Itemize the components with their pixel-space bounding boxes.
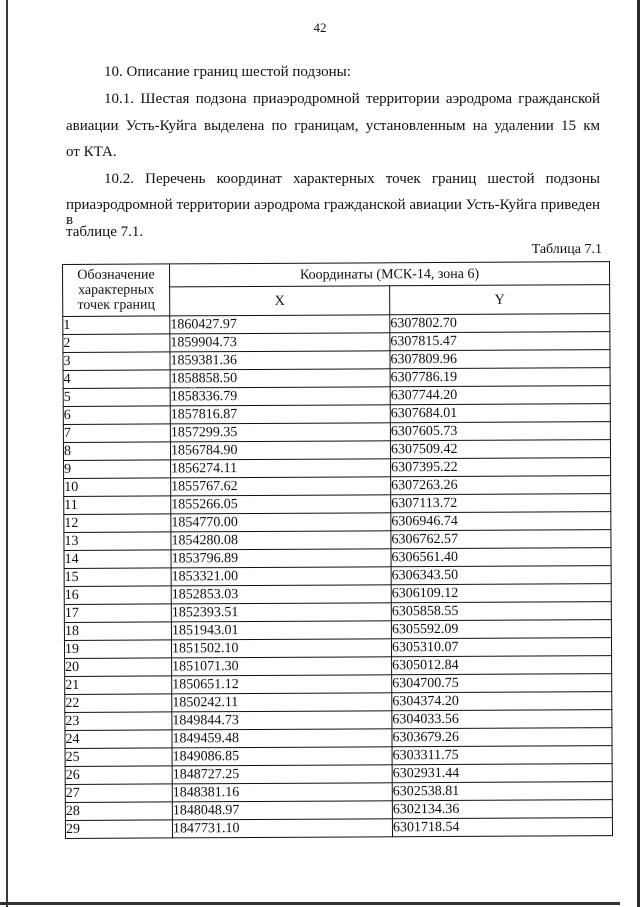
point-number-cell: 8 <box>63 442 170 461</box>
point-number-cell: 12 <box>64 514 171 533</box>
y-coordinate-cell: 6306762.57 <box>391 530 611 549</box>
x-coordinate-cell: 1851071.30 <box>172 657 392 676</box>
point-number-cell: 3 <box>63 352 170 371</box>
point-number-cell: 18 <box>64 622 171 641</box>
y-coordinate-cell: 6307815.47 <box>390 332 610 351</box>
y-coordinate-cell: 6302931.44 <box>392 764 612 783</box>
y-coordinate-cell: 6307395.22 <box>391 458 611 477</box>
point-number-cell: 6 <box>63 406 170 425</box>
point-number-cell: 29 <box>65 820 172 839</box>
y-coordinate-cell: 6306109.12 <box>391 584 611 603</box>
para1-line2: авиации Усть-Куйга выделена по границам, установленным на удалении 15 км <box>66 118 600 134</box>
y-coordinate-cell: 6307802.70 <box>390 314 610 333</box>
x-coordinate-cell: 1848048.97 <box>172 801 392 820</box>
x-coordinate-cell: 1859904.73 <box>170 333 390 352</box>
y-coordinate-cell: 6306946.74 <box>391 512 611 531</box>
y-coordinate-cell: 6307605.73 <box>390 422 610 441</box>
x-coordinate-cell: 1856274.11 <box>171 459 391 478</box>
y-coordinate-cell: 6305592.09 <box>391 620 611 639</box>
x-coordinate-cell: 1849459.48 <box>172 729 392 748</box>
point-number-cell: 25 <box>65 748 172 767</box>
y-coordinate-cell: 6303679.26 <box>392 728 612 747</box>
y-coordinate-cell: 6304374.20 <box>392 692 612 711</box>
header-designation-line1: Обозначение <box>77 267 155 283</box>
point-number-cell: 19 <box>64 640 171 659</box>
page-number: 42 <box>313 20 327 35</box>
point-number-cell: 10 <box>64 478 171 497</box>
y-coordinate-cell: 6304033.56 <box>392 710 612 729</box>
para1-line1: 10.1. Шестая подзона приаэродромной территории аэродрома гражданской <box>104 91 600 107</box>
point-number-cell: 16 <box>64 586 171 605</box>
y-coordinate-cell: 6304700.75 <box>392 674 612 693</box>
x-coordinate-cell: 1855767.62 <box>171 477 391 496</box>
x-coordinate-cell: 1856784.90 <box>170 441 390 460</box>
x-coordinate-cell: 1858336.79 <box>170 387 390 406</box>
y-coordinate-cell: 6306561.40 <box>391 548 611 567</box>
x-coordinate-cell: 1848727.25 <box>172 765 392 784</box>
point-number-cell: 15 <box>64 568 171 587</box>
x-coordinate-cell: 1852393.51 <box>171 603 391 622</box>
point-number-cell: 26 <box>65 766 172 785</box>
y-coordinate-cell: 6302538.81 <box>392 782 612 801</box>
y-coordinate-cell: 6307684.01 <box>390 404 610 423</box>
x-coordinate-cell: 1854280.08 <box>171 531 391 550</box>
point-number-cell: 11 <box>64 496 171 515</box>
point-number-cell: 13 <box>64 532 171 551</box>
header-designation <box>63 264 170 317</box>
point-number-cell: 4 <box>63 370 170 389</box>
x-coordinate-cell: 1851943.01 <box>171 621 391 640</box>
coordinates-table <box>62 261 613 839</box>
para2-line1: 10.2. Перечень координат характерных точек границ шестой подзоны <box>104 171 600 187</box>
y-coordinate-cell: 6307509.42 <box>390 440 610 459</box>
scan-edge-bottom <box>0 902 620 905</box>
x-coordinate-cell: 1851502.10 <box>171 639 391 658</box>
header-designation-line3: точек границ <box>77 297 156 313</box>
y-coordinate-cell: 6305310.07 <box>391 638 611 657</box>
scan-edge-left <box>6 0 8 907</box>
header-designation-line2: характерных <box>78 282 155 298</box>
y-coordinate-cell: 6305858.55 <box>391 602 611 621</box>
point-number-cell: 22 <box>65 694 172 713</box>
header-x: X <box>170 286 390 316</box>
point-number-cell: 23 <box>65 712 172 731</box>
table-caption: Таблица 7.1 <box>531 242 602 257</box>
x-coordinate-cell: 1853321.00 <box>171 567 391 586</box>
point-number-cell: 7 <box>63 424 170 443</box>
header-y: Y <box>390 285 610 315</box>
x-coordinate-cell: 1853796.89 <box>171 549 391 568</box>
point-number-cell: 5 <box>63 388 170 407</box>
y-coordinate-cell: 6305012.84 <box>392 656 612 675</box>
x-coordinate-cell: 1852853.03 <box>171 585 391 604</box>
point-number-cell: 14 <box>64 550 171 569</box>
point-number-cell: 28 <box>65 802 172 821</box>
point-number-cell: 27 <box>65 784 172 803</box>
x-coordinate-cell: 1850651.12 <box>172 675 392 694</box>
x-coordinate-cell: 1850242.11 <box>172 693 392 712</box>
y-coordinate-cell: 6301718.54 <box>392 818 612 837</box>
x-coordinate-cell: 1849086.85 <box>172 747 392 766</box>
y-coordinate-cell: 6307809.96 <box>390 350 610 369</box>
x-coordinate-cell: 1857299.35 <box>170 423 390 442</box>
y-coordinate-cell: 6306343.50 <box>391 566 611 585</box>
point-number-cell: 1 <box>63 316 170 335</box>
header-coordinates: Координаты (МСК-14, зона 6) <box>170 262 610 287</box>
y-coordinate-cell: 6307113.72 <box>391 494 611 513</box>
point-number-cell: 24 <box>65 730 172 749</box>
section-heading: 10. Описание границ шестой подзоны: <box>104 64 351 80</box>
point-number-cell: 17 <box>64 604 171 623</box>
x-coordinate-cell: 1854770.00 <box>171 513 391 532</box>
x-coordinate-cell: 1849844.73 <box>172 711 392 730</box>
y-coordinate-cell: 6307786.19 <box>390 368 610 387</box>
x-coordinate-cell: 1859381.36 <box>170 351 390 370</box>
x-coordinate-cell: 1860427.97 <box>170 315 390 334</box>
x-coordinate-cell: 1848381.16 <box>172 783 392 802</box>
para2-line3: таблице 7.1. <box>66 224 144 240</box>
y-coordinate-cell: 6303311.75 <box>392 746 612 765</box>
x-coordinate-cell: 1858858.50 <box>170 369 390 388</box>
y-coordinate-cell: 6302134.36 <box>392 800 612 819</box>
y-coordinate-cell: 6307744.20 <box>390 386 610 405</box>
point-number-cell: 9 <box>64 460 171 479</box>
x-coordinate-cell: 1855266.05 <box>171 495 391 514</box>
table-row <box>65 818 612 839</box>
scan-speck <box>190 387 196 388</box>
y-coordinate-cell: 6307263.26 <box>391 476 611 495</box>
para2-line2: приаэродромной территории аэродрома гражданской авиации Усть-Куйга приведен в <box>66 197 600 228</box>
x-coordinate-cell: 1857816.87 <box>170 405 390 424</box>
x-coordinate-cell: 1847731.10 <box>172 819 392 838</box>
point-number-cell: 21 <box>65 676 172 695</box>
point-number-cell: 20 <box>65 658 172 677</box>
para1-line3: от КТА. <box>66 144 117 160</box>
point-number-cell: 2 <box>63 334 170 353</box>
